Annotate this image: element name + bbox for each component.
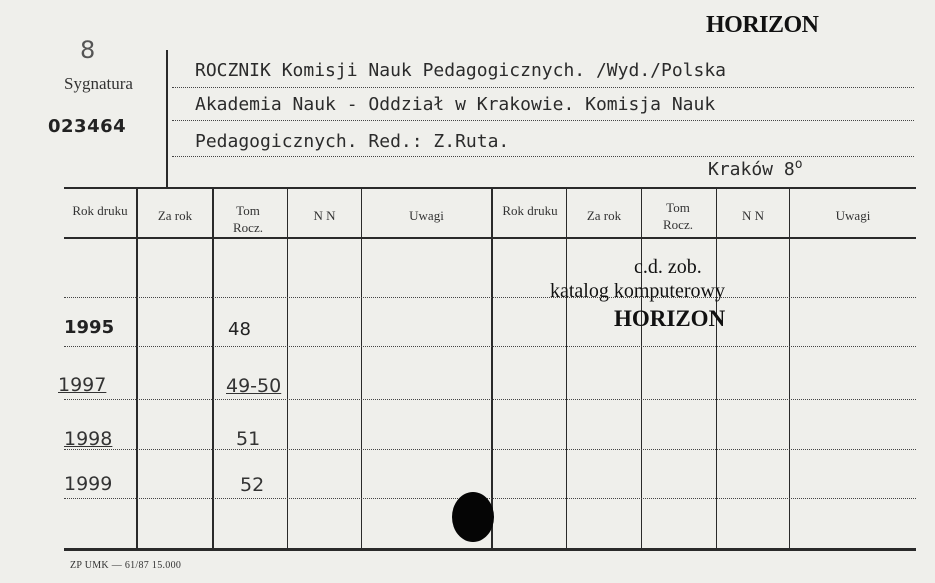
stamp-line-3: HORIZON bbox=[614, 306, 726, 331]
col-divider-1 bbox=[136, 189, 138, 549]
header-nn-right: N N bbox=[741, 208, 765, 223]
col-divider-5 bbox=[491, 189, 493, 549]
signature-divider bbox=[166, 50, 168, 188]
header-uwagi-left: Uwagi bbox=[409, 208, 444, 223]
footer-print-info: ZP UMK — 61/87 15.000 bbox=[70, 560, 182, 571]
row-1995-year: 1995 bbox=[64, 317, 115, 338]
row-rule-4 bbox=[64, 449, 916, 450]
col-divider-8 bbox=[716, 189, 717, 549]
row-rule-2 bbox=[64, 346, 916, 347]
stamp-line-2: katalog komputerowy bbox=[550, 280, 725, 302]
header-za-rok-left: Za rok bbox=[157, 208, 193, 223]
punch-hole bbox=[452, 492, 494, 542]
row-rule-1 bbox=[64, 297, 916, 298]
col-divider-7 bbox=[641, 189, 642, 549]
header-tom-rocz-left: Tom Rocz. bbox=[233, 203, 263, 235]
place-text: Kraków 8 bbox=[708, 159, 795, 180]
entry-line-1: ROCZNIK Komisji Nauk Pedagogicznych. /Wyd./Polska bbox=[195, 60, 727, 81]
col-divider-2 bbox=[212, 189, 214, 549]
header-rok-druku-right: Rok druku bbox=[502, 203, 558, 218]
col-divider-3 bbox=[287, 189, 288, 549]
entry-rule-3 bbox=[172, 156, 914, 157]
col-divider-9 bbox=[789, 189, 790, 549]
row-rule-3 bbox=[64, 399, 916, 400]
signature-number: 8 bbox=[80, 36, 96, 64]
entry-line-3: Pedagogicznych. Red.: Z.Ruta. bbox=[195, 131, 510, 152]
row-rule-5 bbox=[64, 498, 916, 499]
signature-code: 023464 bbox=[48, 116, 127, 137]
row-1998-tom: 51 bbox=[236, 428, 261, 450]
col-divider-6 bbox=[566, 189, 567, 549]
row-1998-year: 1998 bbox=[64, 428, 113, 450]
header-rok-druku-left: Rok druku bbox=[72, 203, 128, 218]
header-za-rok-right: Za rok bbox=[586, 208, 622, 223]
col-divider-4 bbox=[361, 189, 362, 549]
row-1995-tom: 48 bbox=[228, 319, 251, 340]
signature-label: Sygnatura bbox=[64, 74, 133, 93]
header-nn-left: N N bbox=[313, 208, 336, 223]
row-1999-year: 1999 bbox=[64, 473, 113, 495]
row-1997-tom: 49-50 bbox=[226, 375, 282, 397]
row-1999-tom: 52 bbox=[240, 474, 265, 496]
entry-rule-2 bbox=[172, 120, 914, 121]
header-uwagi-right: Uwagi bbox=[835, 208, 871, 223]
entry-place bbox=[708, 157, 803, 180]
stamp-line-1: c.d. zob. bbox=[634, 256, 702, 278]
entry-rule-1 bbox=[172, 87, 914, 88]
row-1997-year: 1997 bbox=[58, 374, 107, 396]
horizon-stamp-top: HORIZON bbox=[706, 12, 819, 38]
entry-line-2: Akademia Nauk - Oddział w Krakowie. Komisja Nauk bbox=[195, 94, 716, 115]
header-tom-rocz-right: Tom Rocz. bbox=[663, 200, 693, 232]
place-degree: o bbox=[794, 157, 803, 172]
